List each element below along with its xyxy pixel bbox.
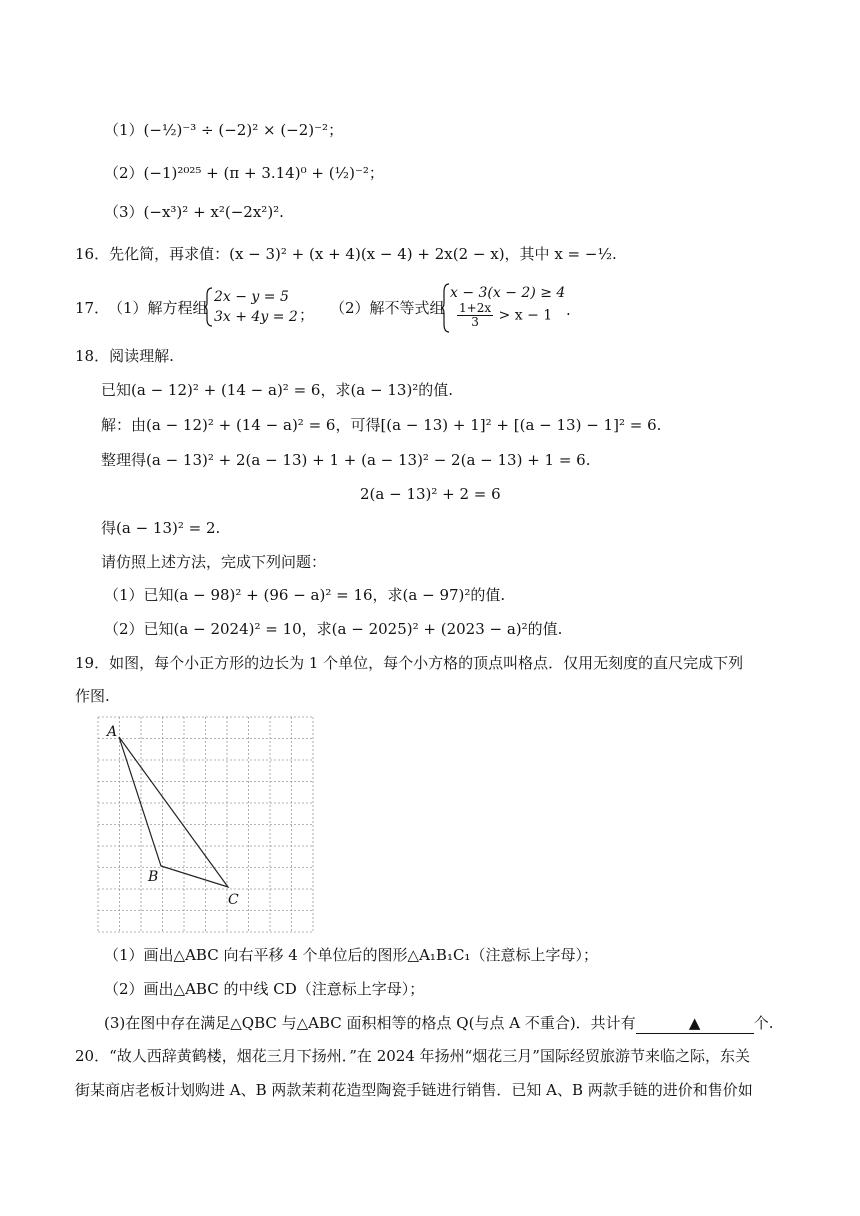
q18-given: 已知(a − 12)² + (14 − a)² = 6，求(a − 13)²的值. [101, 381, 454, 399]
q16-text: 16．先化简，再求值：(x − 3)² + (x + 4)(x − 4) + 2x(2 − x)，其中 x = −½. [75, 245, 617, 263]
inequality-rest: > x − 1 [498, 307, 553, 324]
fraction [457, 302, 493, 329]
q19-part3-text: (3)在图中存在满足△QBC 与△ABC 面积相等的格点 Q(与点 A 不重合)．共计有 [104, 1014, 636, 1032]
q17-number: 17． [75, 299, 110, 317]
q17-part2-label: （2）解不等式组 [330, 299, 445, 317]
q17-end: . [566, 301, 571, 319]
q17-equation-1: 2x − y = 5 [214, 289, 289, 305]
fraction-numerator: 1+2x [459, 301, 492, 315]
triangle-abc [119, 737, 228, 887]
q18-title: 18．阅读理解. [75, 347, 174, 365]
q20-line1: 20．“故人西辞黄鹤楼，烟花三月下扬州．”在 2024 年扬州“烟花三月”国际经贸旅游节来临之际，东关 [75, 1047, 750, 1065]
fraction-denominator: 3 [471, 315, 479, 329]
left-brace-icon [440, 283, 450, 333]
q19-intro-line1: 19．如图，每个小正方形的边长为 1 个单位，每个小方格的顶点叫格点．仅用无刻度的直尺完成下列 [75, 654, 744, 672]
q18-solution-4: 得(a − 13)² = 2. [101, 519, 221, 537]
q17-equation-2: 3x + 4y = 2 [214, 309, 298, 325]
q19-part2: （2）画出△ABC 的中线 CD（注意标上字母）； [104, 980, 425, 998]
vertex-label-c: C [228, 892, 239, 908]
q18-instruction: 请仿照上述方法，完成下列问题： [101, 553, 327, 571]
answer-blank[interactable]: ▲ [636, 1013, 754, 1034]
q17-inequality-2 [456, 302, 552, 329]
grid-lines [98, 717, 313, 932]
q15-part2: （2）(−1)²⁰²⁵ + (π + 3.14)⁰ + (½)⁻²； [104, 164, 384, 182]
vertex-label-b: B [148, 869, 159, 885]
q18-solution-3: 2(a − 13)² + 2 = 6 [360, 485, 501, 503]
q19-part3 [104, 1013, 773, 1034]
q17-part1-label: （1）解方程组 [108, 299, 208, 317]
q17-inequality-1: x − 3(x − 2) ≥ 4 [450, 285, 566, 301]
q18-part1: （1）已知(a − 98)² + (96 − a)² = 16，求(a − 97)²的值. [104, 586, 506, 604]
q19-part1: （1）画出△ABC 向右平移 4 个单位后的图形△A₁B₁C₁（注意标上字母）； [104, 946, 598, 964]
q15-part1: （1）(−½)⁻³ ÷ (−2)² × (−2)⁻²； [104, 121, 344, 139]
q18-part2: （2）已知(a − 2024)² = 10，求(a − 2025)² + (2023 − a)²的值. [104, 620, 563, 638]
q19-part3-suffix: 个. [753, 1014, 774, 1032]
vertex-label-a: A [107, 724, 118, 740]
q19-intro-line2: 作图. [75, 687, 110, 705]
q18-solution-2: 整理得(a − 13)² + 2(a − 13) + 1 + (a − 13)² − 2(a − 13) + 1 = 6. [101, 451, 591, 469]
q15-part3: （3）(−x³)² + x²(−2x²)². [104, 203, 284, 221]
left-brace-icon [203, 287, 213, 327]
grid-figure [97, 716, 317, 936]
q17-separator: ； [299, 306, 315, 324]
q20-line2: 街某商店老板计划购进 A、B 两款茉莉花造型陶瓷手链进行销售．已知 A、B 两款手链的进价和售价如 [75, 1081, 753, 1099]
q18-solution-1: 解：由(a − 12)² + (14 − a)² = 6，可得[(a − 13) + 1]² + [(a − 13) − 1]² = 6. [101, 416, 662, 434]
